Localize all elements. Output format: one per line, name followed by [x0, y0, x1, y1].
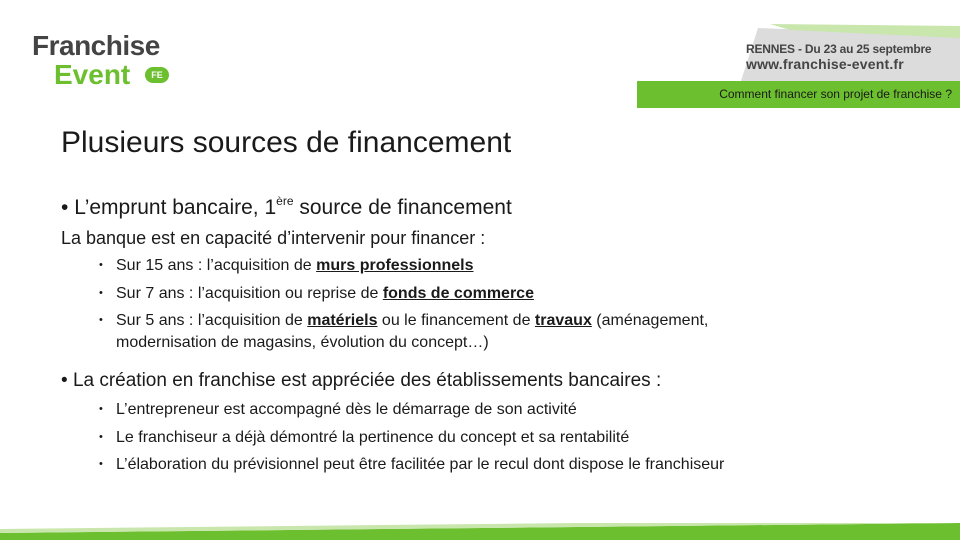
list-item-emphasis: fonds de commerce: [382, 285, 534, 302]
bullet-dot: •: [99, 314, 103, 326]
list-item-text: (aménagement,: [591, 312, 709, 329]
list-item-emphasis: murs professionnels: [316, 257, 474, 274]
list-item: [99, 309, 708, 354]
list-item-text: Sur 15 ans : l’acquisition de: [116, 257, 317, 274]
list-item-text: Sur 7 ans : l’acquisition ou reprise de: [116, 285, 383, 302]
list-item: [99, 282, 534, 305]
list-item: [99, 453, 724, 476]
list-item-emphasis: matériels: [307, 312, 378, 329]
section2-bullet: [61, 370, 661, 392]
event-dates: RENNES - Du 23 au 25 septembre: [746, 42, 932, 56]
bullet-dot: •: [99, 458, 103, 470]
section1-bullet-post: source de financement: [293, 196, 512, 219]
list-item-text: Le franchiseur a déjà démontré la pertinence du concept et sa rentabilité: [116, 429, 630, 446]
bullet-dot: •: [61, 370, 73, 391]
franchise-event-logo: [32, 30, 182, 90]
logo-text-franchise: Franchise: [32, 30, 160, 61]
section1-bullet-pre: L’emprunt bancaire, 1: [74, 196, 277, 219]
section1-bullet-sup: ère: [276, 194, 294, 208]
topic-text: Comment financer son projet de franchise ?: [719, 87, 952, 101]
section2-bullet-text: La création en franchise est appréciée des établissements bancaires :: [72, 370, 662, 391]
bullet-dot: •: [99, 259, 103, 271]
event-url[interactable]: www.franchise-event.fr: [746, 56, 904, 72]
list-item: [99, 398, 577, 421]
bullet-dot: •: [99, 287, 103, 299]
topic-banner: [637, 81, 960, 108]
bullet-dot: •: [99, 431, 103, 443]
list-item-continuation: modernisation de magasins, évolution du concept…): [116, 334, 489, 351]
list-item-text: L’entrepreneur est accompagné dès le démarrage de son activité: [116, 401, 577, 418]
section1-bullet: [61, 194, 512, 220]
bottom-stripe-icon: [0, 523, 960, 540]
logo-badge: FE: [145, 67, 169, 83]
list-item-text: L’élaboration du prévisionnel peut être facilitée par le recul dont dispose le franchiseur: [116, 456, 725, 473]
list-item: [99, 426, 629, 449]
bottom-decorative-bar: [0, 523, 960, 540]
list-item-text: Sur 5 ans : l’acquisition de: [116, 312, 308, 329]
section1-paragraph: La banque est en capacité d’intervenir pour financer :: [61, 228, 486, 248]
event-info: [746, 42, 946, 72]
list-item-text: ou le financement de: [377, 312, 535, 329]
bullet-dot: •: [61, 196, 75, 219]
list-item-emphasis: travaux: [534, 312, 592, 329]
list-item: [99, 254, 474, 277]
bullet-dot: •: [99, 403, 103, 415]
logo-text-event: Event: [54, 59, 131, 90]
page-title: Plusieurs sources de financement: [61, 126, 512, 159]
